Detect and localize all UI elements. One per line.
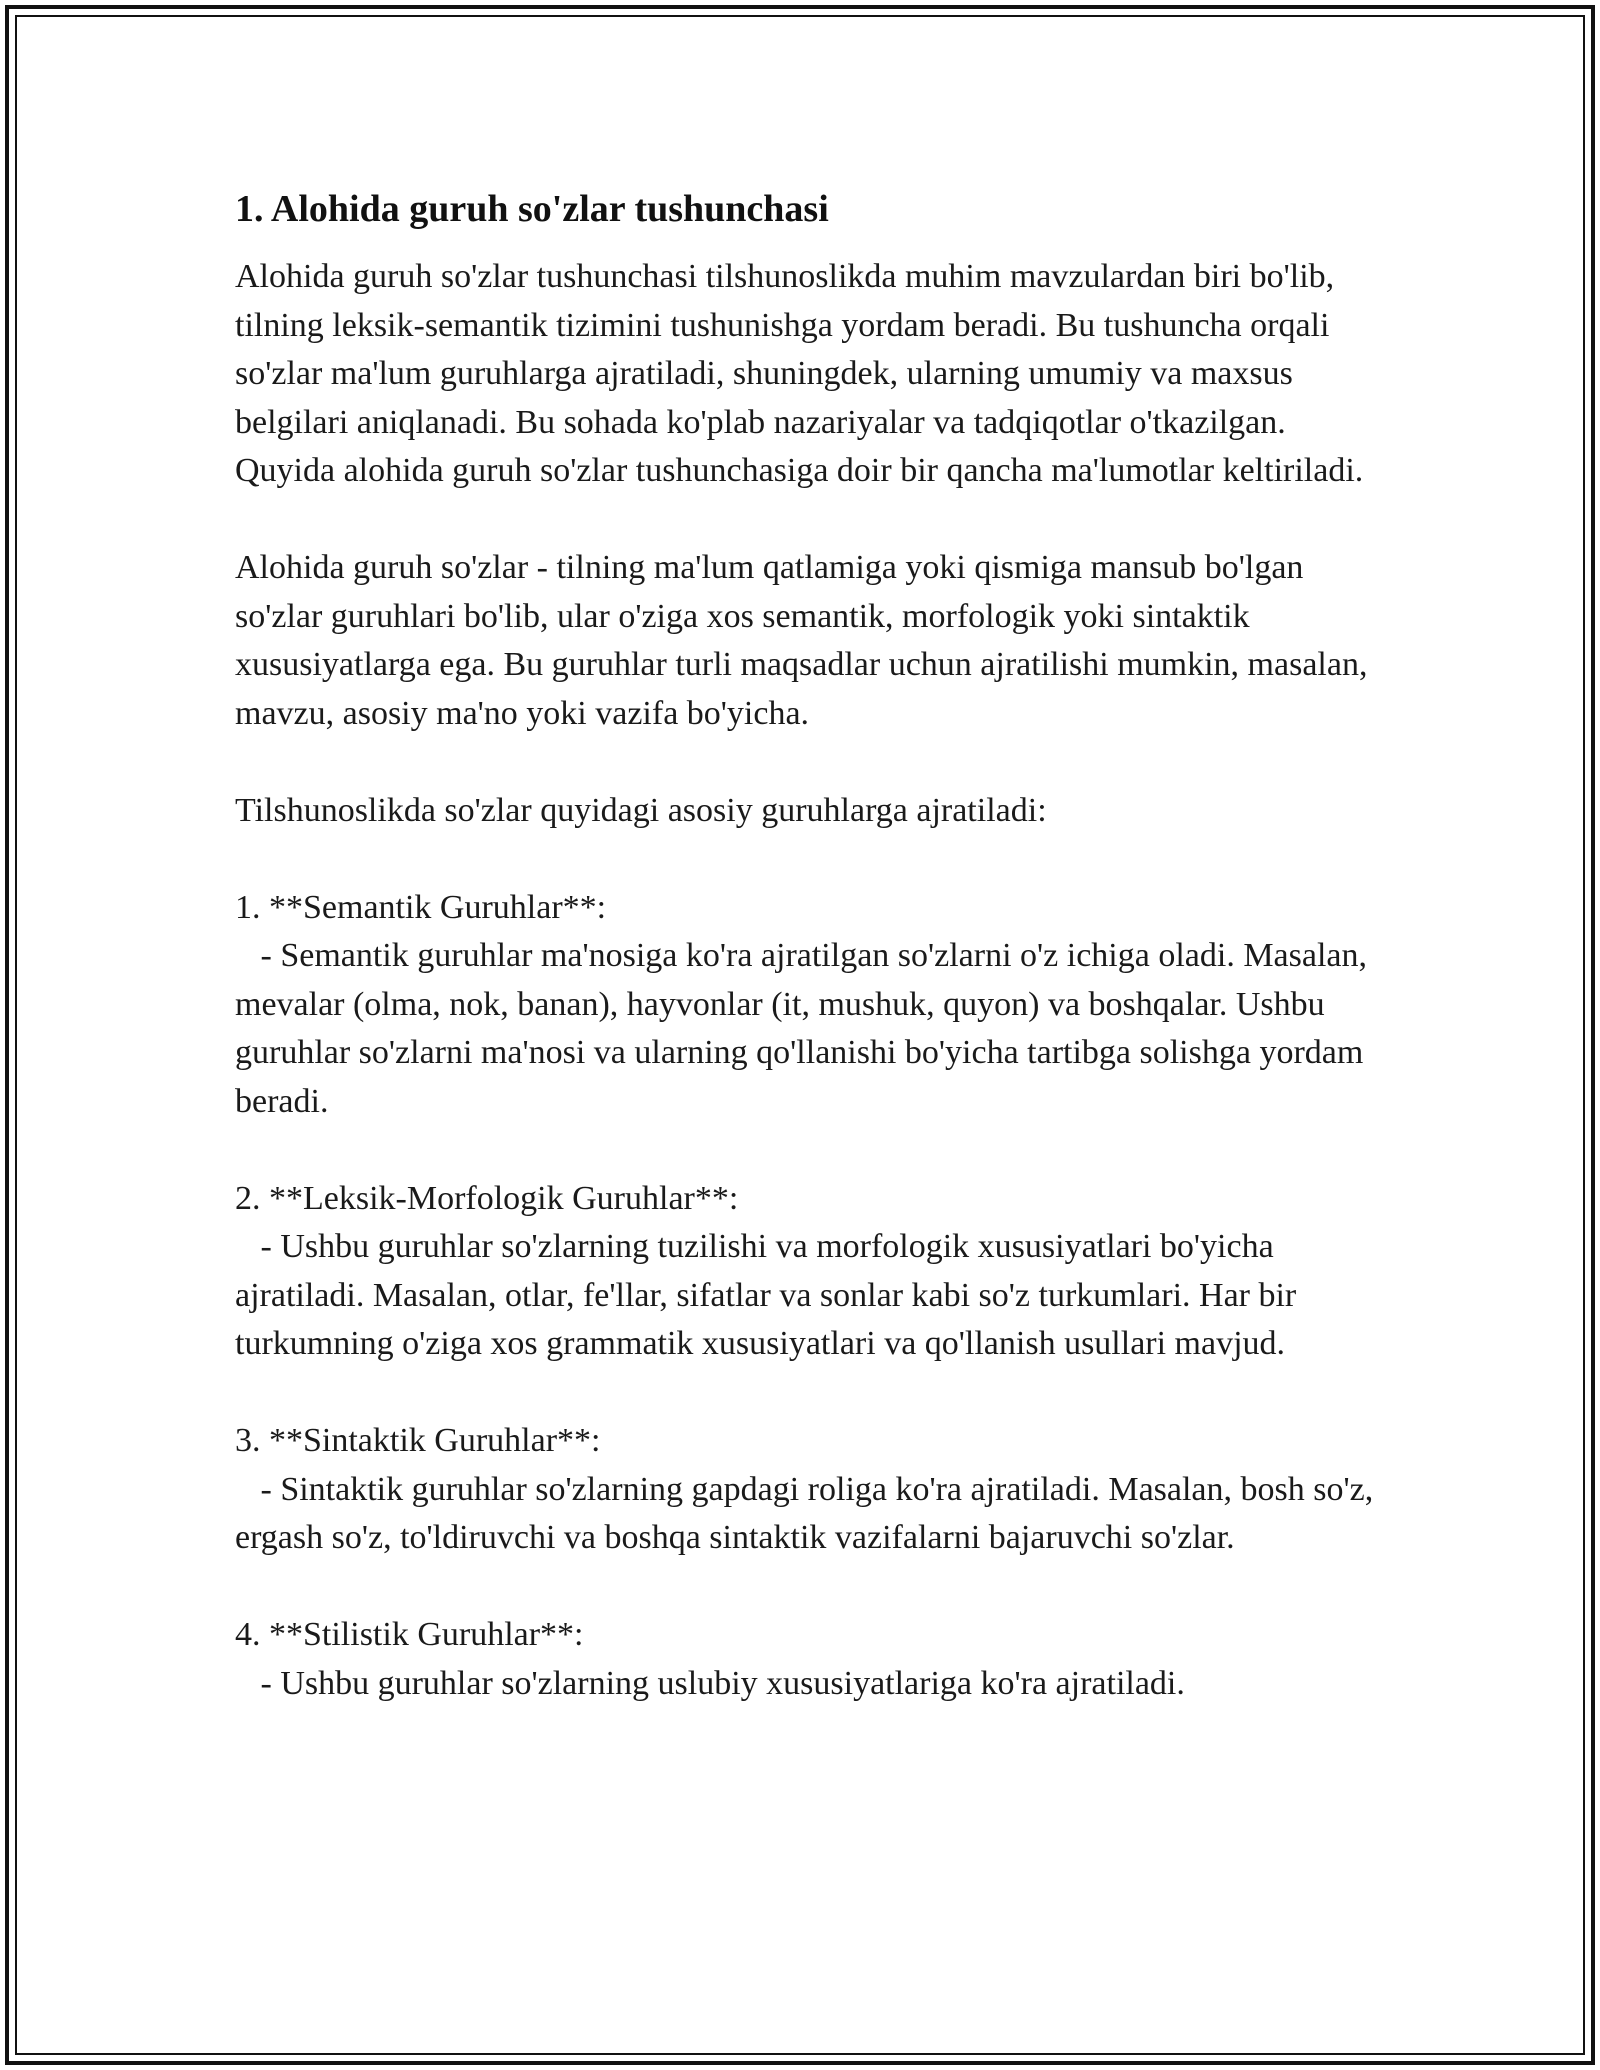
paragraph-spacer — [235, 1563, 1375, 1612]
paragraph-spacer — [235, 496, 1375, 545]
paragraph-spacer — [235, 1126, 1375, 1175]
paragraph-spacer — [235, 738, 1375, 787]
paragraph-spacer — [235, 1369, 1375, 1418]
list-item-semantic-groups: 1. **Semantik Guruhlar**: - Semantik guruhlar ma'nosiga ko'ra ajratilgan so'zlarni o'z ichiga oladi. Masalan, mevalar (olma, nok, banan), hayvonlar (it, mushuk, quyon) va boshqalar. Ushbu guruhlar so'zlarni ma'nosi va ularning qo'llanishi bo'yicha tartibga solishga yordam beradi. — [235, 888, 1367, 1120]
list-item-syntactic-groups: 3. **Sintaktik Guruhlar**: - Sintaktik guruhlar so'zlarning gapdagi roliga ko'ra ajratiladi. Masalan, bosh so'z, ergash so'z, to'ldiruvchi va boshqa sintaktik vazifalarni bajaruvchi so'zlar. — [235, 1422, 1374, 1556]
list-item-lexical-morphological-groups: 2. **Leksik-Morfologik Guruhlar**: - Ushbu guruhlar so'zlarning tuzilishi va morfologik xususiyatlari bo'yicha ajratiladi. Masalan, otlar, fe'llar, sifatlar va sonlar kabi so'z turkumlari. Har bir turkumning o'ziga xos grammatik xususiyatlari va qo'llanish usullari mavjud. — [235, 1179, 1297, 1362]
list-item-stylistic-groups: 4. **Stilistik Guruhlar**: - Ushbu guruhlar so'zlarning uslubiy xususiyatlariga ko'ra ajratiladi. — [235, 1616, 1185, 1702]
paragraph-definition: Alohida guruh so'zlar - tilning ma'lum qatlamiga yoki qismiga mansub bo'lgan so'zlar guruhlari bo'lib, ular o'ziga xos semantik, morfologik yoki sintaktik xususiyatlarga ega. Bu guruhlar turli maqsadlar uchun ajratilishi mumkin, masalan, mavzu, asosiy ma'no yoki vazifa bo'yicha. — [235, 549, 1376, 732]
paragraph-groups-intro: Tilshunoslikda so'zlar quyidagi asosiy guruhlarga ajratiladi: — [235, 791, 1047, 829]
paragraph-spacer — [235, 835, 1375, 884]
document-title: 1. Alohida guruh so'zlar tushunchasi — [235, 188, 829, 230]
paragraph-intro: Alohida guruh so'zlar tushunchasi tilshunoslikda muhim mavzulardan biri bo'lib, tilning leksik-semantik tizimini tushunishga yordam beradi. Bu tushuncha orqali so'zlar ma'lum guruhlarga ajratiladi, shuningdek, ularning umumiy va maxsus belgilari aniqlanadi. Bu sohada ko'plab nazariyalar va tadqiqotlar o'tkazilgan. Quyida alohida guruh so'zlar tushunchasiga doir bir qancha ma'lumotlar keltiriladi. — [235, 258, 1364, 489]
document-body — [235, 185, 1375, 1708]
